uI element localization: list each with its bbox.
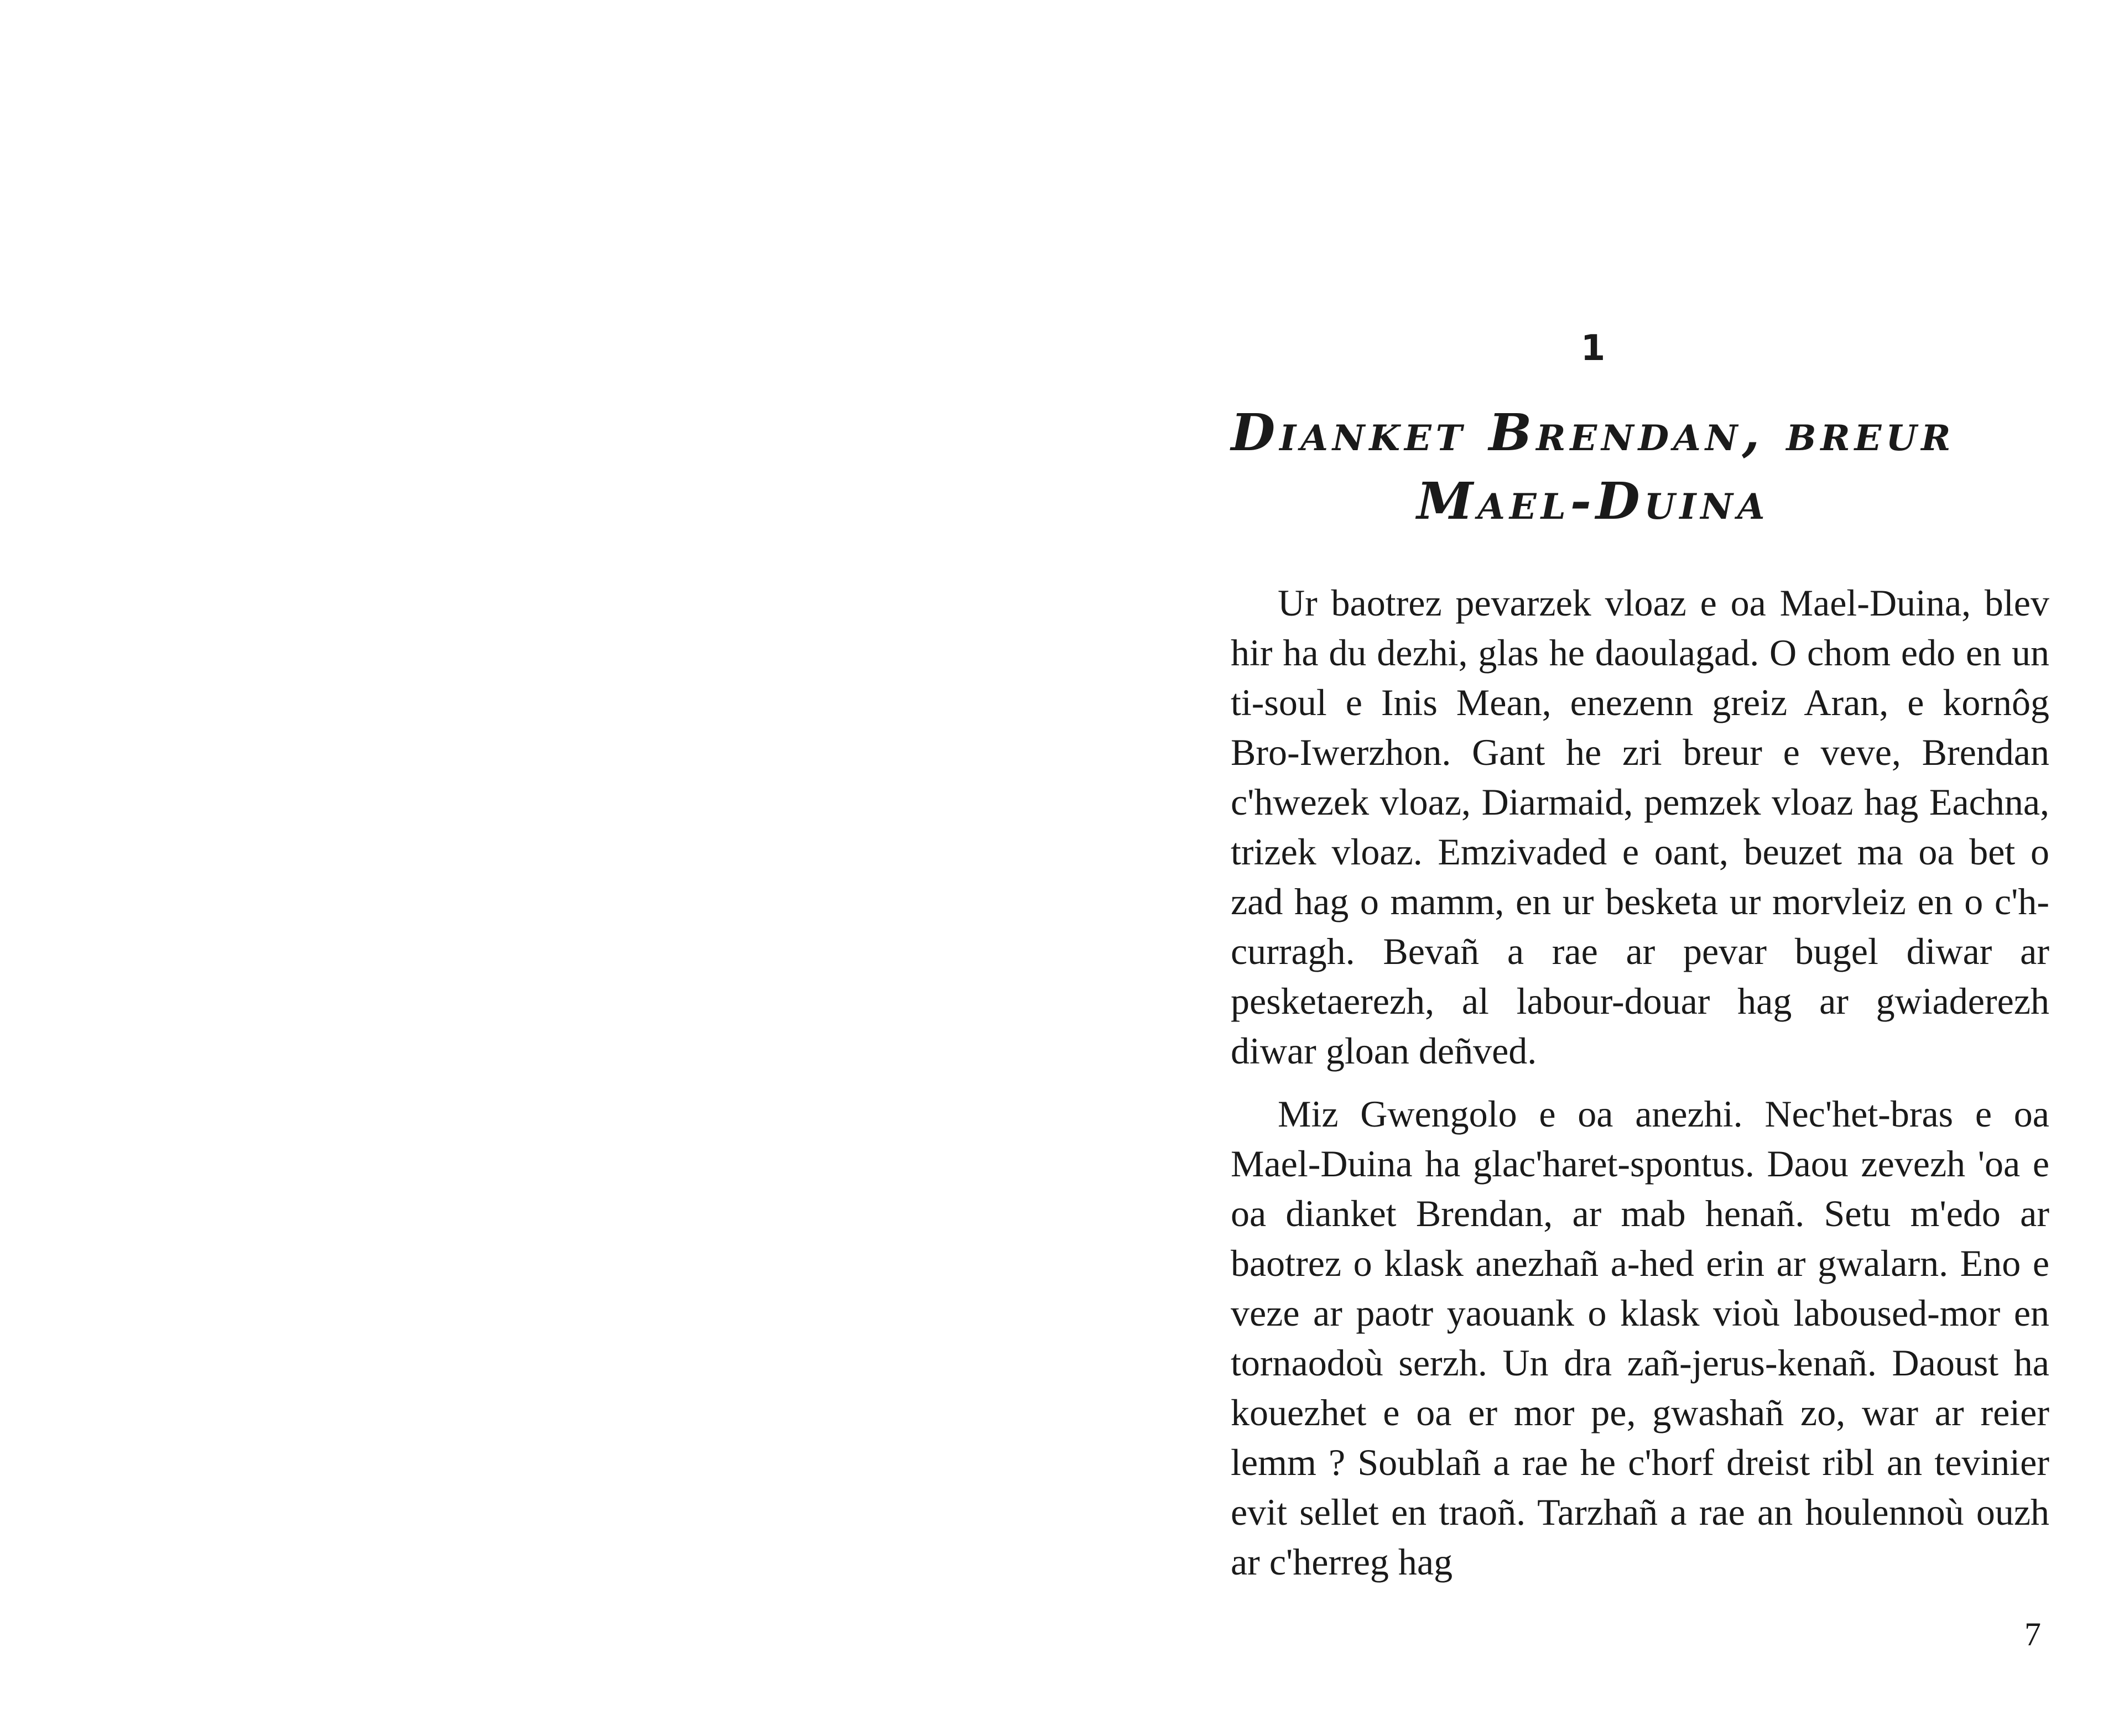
chapter-title: Dianket Brendan, breur Mael-Duina	[1231, 403, 1955, 531]
body-text	[1231, 578, 2049, 1600]
page-number: 7	[2024, 1616, 2041, 1652]
chapter-number: 1	[1580, 328, 1606, 369]
right-page	[1062, 0, 2124, 1736]
paragraph-2: Miz Gwengolo e oa anezhi. Nec'het-bras e oa Mael-Duina ha glac'haret-spontus. Daou zevezh 'oa e oa dianket Brendan, ar mab henañ. Setu m'edo ar baotrez o klask anezhañ a-hed erin ar gwalarn. Eno e veze ar paotr yaouank o klask vioù laboused-mor en tornaodoù serzh. Un dra zañ-jerus-kenañ. Daoust ha kouezhet e oa er mor pe, gwashañ zo, war ar reier lemm ? Soublañ a rae he c'horf dreist ribl an tevinier evit sellet en traoñ. Tarzhañ a rae an houlennoù ouzh ar c'herreg hag	[1231, 1093, 2049, 1583]
paragraph-1: Ur baotrez pevarzek vloaz e oa Mael-Duina, blev hir ha du dezhi, glas he daoulagad. O chom edo en un ti-soul e Inis Mean, enezenn greiz Aran, e kornôg Bro-Iwerzhon. Gant he zri breur e veve, Brendan c'hwezek vloaz, Diarmaid, pemzek vloaz hag Eachna, trizek vloaz. Emzivaded e oant, beuzet ma oa bet o zad hag o mamm, en ur besketa ur morvleiz en o c'h-curragh. Bevañ a rae ar pevar bugel diwar ar pesketaerezh, al labour-douar hag ar gwiaderezh diwar gloan deñved.	[1231, 582, 2049, 1072]
